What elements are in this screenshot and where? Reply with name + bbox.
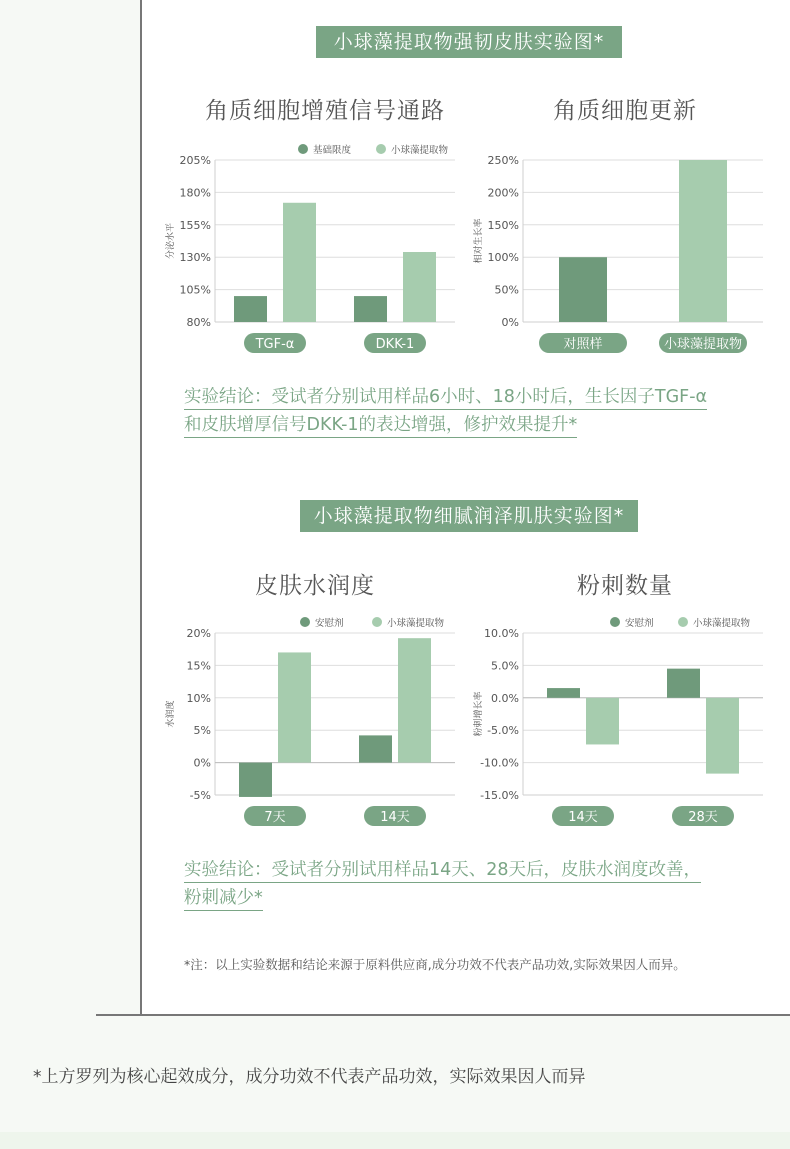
y-tick-label: 50% [494,283,519,297]
category-label: 14天 [568,810,598,825]
category-label: DKK-1 [375,337,415,352]
bar [706,698,739,774]
y-tick-label: 150% [487,218,519,232]
disclaimer-note: *注：以上实验数据和结论来源于原料供应商,成分功效不代表产品功效,实际效果因人而异。 [184,957,686,972]
bottom-band [0,1132,790,1149]
category-label: 对照样 [563,337,603,352]
vertical-divider [140,0,142,1015]
y-tick-label: 180% [179,186,211,200]
section1-conclusion [184,383,760,439]
y-tick-label: -15.0% [480,789,519,802]
bar [679,160,727,322]
category-label: 小球藻提取物 [663,337,743,352]
y-tick-label: 5% [193,724,211,738]
y-tick-label: 0.0% [491,691,519,705]
category-label: TGF-α [255,337,295,352]
y-axis-label: 水润度 [166,700,176,728]
chart-skin-moisture [160,608,470,833]
y-tick-label: 5.0% [491,659,519,673]
chart1-title: 角质细胞增殖信号通路 [205,98,445,124]
y-tick-label: 250% [487,154,519,167]
legend-swatch [300,617,310,627]
category-label: 7天 [264,810,286,825]
section2-conclusion-line2: 粉刺减少* [184,888,263,911]
y-tick-label: 200% [487,186,519,200]
legend-label: 安慰剂 [625,618,654,629]
y-axis-label: 粉刺增长率 [474,691,484,737]
chart3-title: 皮肤水润度 [255,573,375,599]
legend-label: 小球藻提取物 [387,618,445,629]
chart2-title: 角质细胞更新 [553,98,697,124]
chart-acne-count [465,608,775,833]
legend-swatch [298,144,308,154]
y-tick-label: 0% [501,316,519,329]
legend-swatch [376,144,386,154]
y-tick-label: -10.0% [480,756,519,770]
legend-swatch [610,617,620,627]
y-tick-label: 15% [186,659,211,673]
legend-swatch [372,617,382,627]
bar [586,698,619,745]
y-tick-label: -5% [189,789,211,802]
y-axis-label: 分泌水平 [166,222,176,260]
bar [239,763,272,797]
legend-swatch [678,617,688,627]
bar [354,296,387,322]
y-tick-label: 205% [179,154,211,167]
section1-conclusion-line2: 和皮肤增厚信号DKK-1的表达增强，修护效果提升* [184,415,577,438]
legend-label: 小球藻提取物 [693,618,751,629]
bar [283,203,316,322]
y-tick-label: 100% [487,251,519,265]
y-tick-label: 105% [179,283,211,297]
legend-label: 小球藻提取物 [391,145,449,156]
y-tick-label: 155% [179,218,211,232]
bar [403,252,436,322]
horizontal-divider [96,1014,790,1016]
chart-keratinocyte-signal [160,135,470,360]
legend-label: 安慰剂 [315,618,344,629]
bar [398,638,431,762]
y-axis-label: 相对生长率 [474,218,484,264]
section2-conclusion-line1: 实验结论：受试者分别试用样品14天、28天后，皮肤水润度改善， [184,860,701,883]
y-tick-label: 80% [186,316,211,329]
section1-conclusion-line1: 实验结论：受试者分别试用样品6小时、18小时后，生长因子TGF-α [184,387,707,410]
bar [667,669,700,698]
footer-disclaimer: *上方罗列为核心起效成分，成分功效不代表产品功效，实际效果因人而异 [33,1067,586,1087]
section1-banner: 小球藻提取物强韧皮肤实验图* [316,26,622,58]
y-tick-label: 10.0% [484,627,519,640]
y-tick-label: -5.0% [487,724,519,738]
category-label: 28天 [688,810,718,825]
section2-banner: 小球藻提取物细腻润泽肌肤实验图* [300,500,638,532]
bar [359,735,392,762]
y-tick-label: 0% [193,756,211,770]
section2-conclusion [184,856,760,912]
bar [278,652,311,762]
chart-keratinocyte-renewal [465,135,775,360]
y-tick-label: 10% [186,691,211,705]
y-tick-label: 130% [179,251,211,265]
legend-label: 基础限度 [313,145,352,156]
bar [547,688,580,698]
y-tick-label: 20% [186,627,211,640]
bar [234,296,267,322]
chart4-title: 粉刺数量 [577,573,673,599]
bar [559,257,607,322]
category-label: 14天 [380,810,410,825]
